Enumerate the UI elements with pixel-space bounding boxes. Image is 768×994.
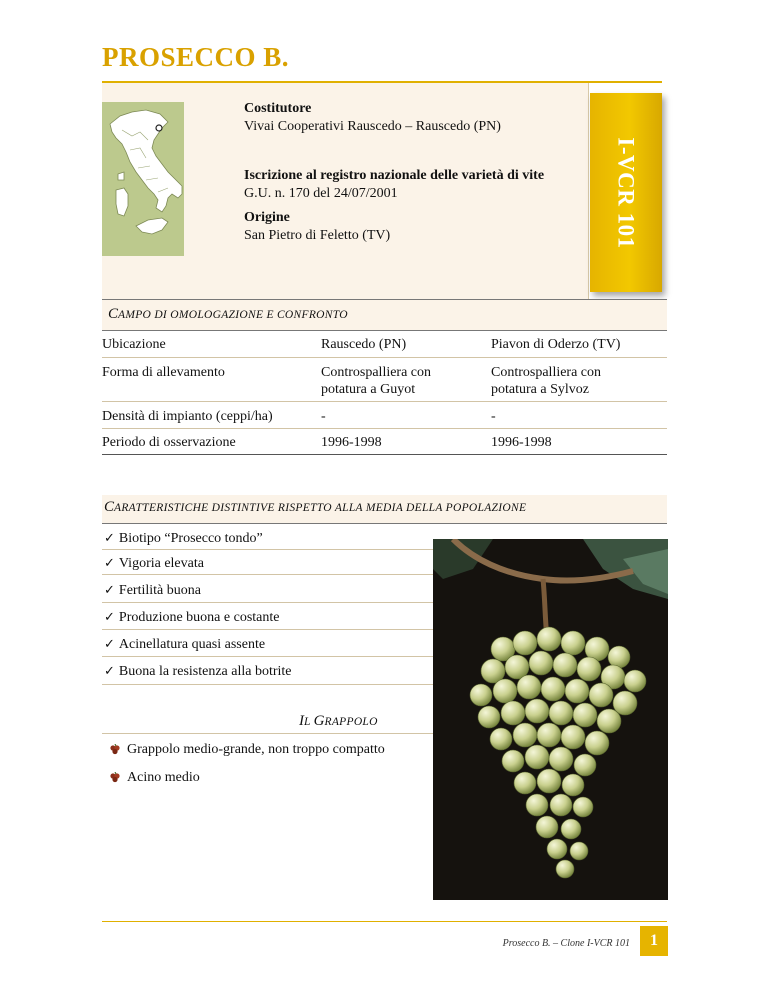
- clone-code-tab-label-wrap: [590, 93, 662, 292]
- campo-row-rauscedo: Controspalliera con potatura a Guyot: [321, 365, 432, 397]
- campo-row-label: Ubicazione: [102, 337, 166, 352]
- campo-title-initial: C: [108, 306, 119, 322]
- feature-text: Fertilità buona: [118, 583, 201, 598]
- footer-rule: [102, 921, 667, 922]
- origine-label: Origine: [244, 210, 290, 225]
- grappolo-title-rest-a: L: [304, 716, 314, 728]
- grape-cluster-photo: [433, 539, 668, 900]
- grappolo-title-underline: [102, 733, 433, 734]
- grappolo-title-initial-a: I: [299, 713, 304, 729]
- check-icon: ✓: [104, 610, 115, 625]
- campo-row-piavon: -: [491, 409, 496, 424]
- grappolo-item: [110, 742, 385, 758]
- origine-value: San Pietro di Feletto (TV): [244, 228, 391, 243]
- grappolo-title-rest-b: RAPPOLO: [324, 716, 378, 728]
- feature-text: Buona la resistenza alla botrite: [118, 664, 292, 679]
- footer-caption: Prosecco B. – Clone I-VCR 101: [502, 938, 630, 949]
- row-divider: [102, 549, 433, 550]
- campo-row-label: Forma di allevamento: [102, 365, 225, 380]
- grappolo-item: [110, 770, 200, 786]
- grappolo-item-text: Grappolo medio-grande, non troppo compatto: [127, 742, 385, 757]
- campo-row-rauscedo: 1996-1998: [321, 435, 382, 450]
- row-divider: [102, 602, 433, 603]
- feature-text: Biotipo “Prosecco tondo”: [118, 531, 263, 546]
- feature-item: [104, 556, 204, 572]
- feature-item: [104, 583, 201, 599]
- page-title: PROSECCO B.: [102, 42, 290, 72]
- campo-row-piavon: 1996-1998: [491, 435, 552, 450]
- feature-item: [104, 637, 265, 653]
- header-divider: [588, 83, 589, 300]
- row-divider: [102, 357, 667, 358]
- iscrizione-value: G.U. n. 170 del 24/07/2001: [244, 186, 398, 201]
- costitutore-value: Vivai Cooperativi Rauscedo – Rauscedo (PN): [244, 119, 501, 134]
- caratteristiche-section-title: [104, 499, 526, 516]
- iscrizione-label: Iscrizione al registro nazionale delle varietà di vite: [244, 168, 545, 183]
- grape-bullet-icon: [110, 744, 121, 755]
- row-divider: [102, 574, 433, 575]
- caratteristiche-title-rest: ARATTERISTICHE DISTINTIVE RISPETTO ALLA MEDIA DELLA POPOLAZIONE: [114, 502, 527, 514]
- caratteristiche-title-initial: C: [104, 499, 115, 515]
- campo-section-title: [108, 306, 348, 323]
- feature-item: [104, 610, 279, 626]
- campo-row-label: Periodo di osservazione: [102, 435, 236, 450]
- row-divider: [102, 656, 433, 657]
- page-number: 1: [640, 926, 668, 956]
- check-icon: ✓: [104, 531, 115, 546]
- grappolo-item-text: Acino medio: [127, 770, 200, 785]
- row-divider: [102, 629, 433, 630]
- table-bottom-border: [102, 454, 667, 455]
- check-icon: ✓: [104, 556, 115, 571]
- check-icon: ✓: [104, 637, 115, 652]
- row-divider: [102, 428, 667, 429]
- row-divider: [102, 401, 667, 402]
- campo-row-label: Densità di impianto (ceppi/ha): [102, 409, 273, 424]
- grappolo-section-title: [299, 713, 378, 730]
- campo-title-rest: AMPO DI OMOLOGAZIONE E CONFRONTO: [118, 309, 348, 321]
- campo-row-rauscedo: Rauscedo (PN): [321, 337, 407, 352]
- campo-row-rauscedo: -: [321, 409, 326, 424]
- clone-code-label: I-VCR 101: [614, 136, 640, 249]
- feature-text: Acinellatura quasi assente: [118, 637, 266, 652]
- costitutore-label: Costitutore: [244, 101, 312, 116]
- row-divider: [102, 684, 433, 685]
- grape-bullet-icon: [110, 772, 121, 783]
- grappolo-title-initial-b: G: [313, 713, 325, 729]
- check-icon: ✓: [104, 664, 115, 679]
- campo-row-piavon: Piavon di Oderzo (TV): [491, 337, 621, 352]
- check-icon: ✓: [104, 583, 115, 598]
- italy-map-image: [102, 102, 184, 256]
- feature-text: Produzione buona e costante: [118, 610, 280, 625]
- campo-row-piavon: Controspalliera con potatura a Sylvoz: [491, 365, 602, 397]
- feature-text: Vigoria elevata: [118, 556, 204, 571]
- feature-item: [104, 531, 263, 547]
- feature-item: [104, 664, 292, 680]
